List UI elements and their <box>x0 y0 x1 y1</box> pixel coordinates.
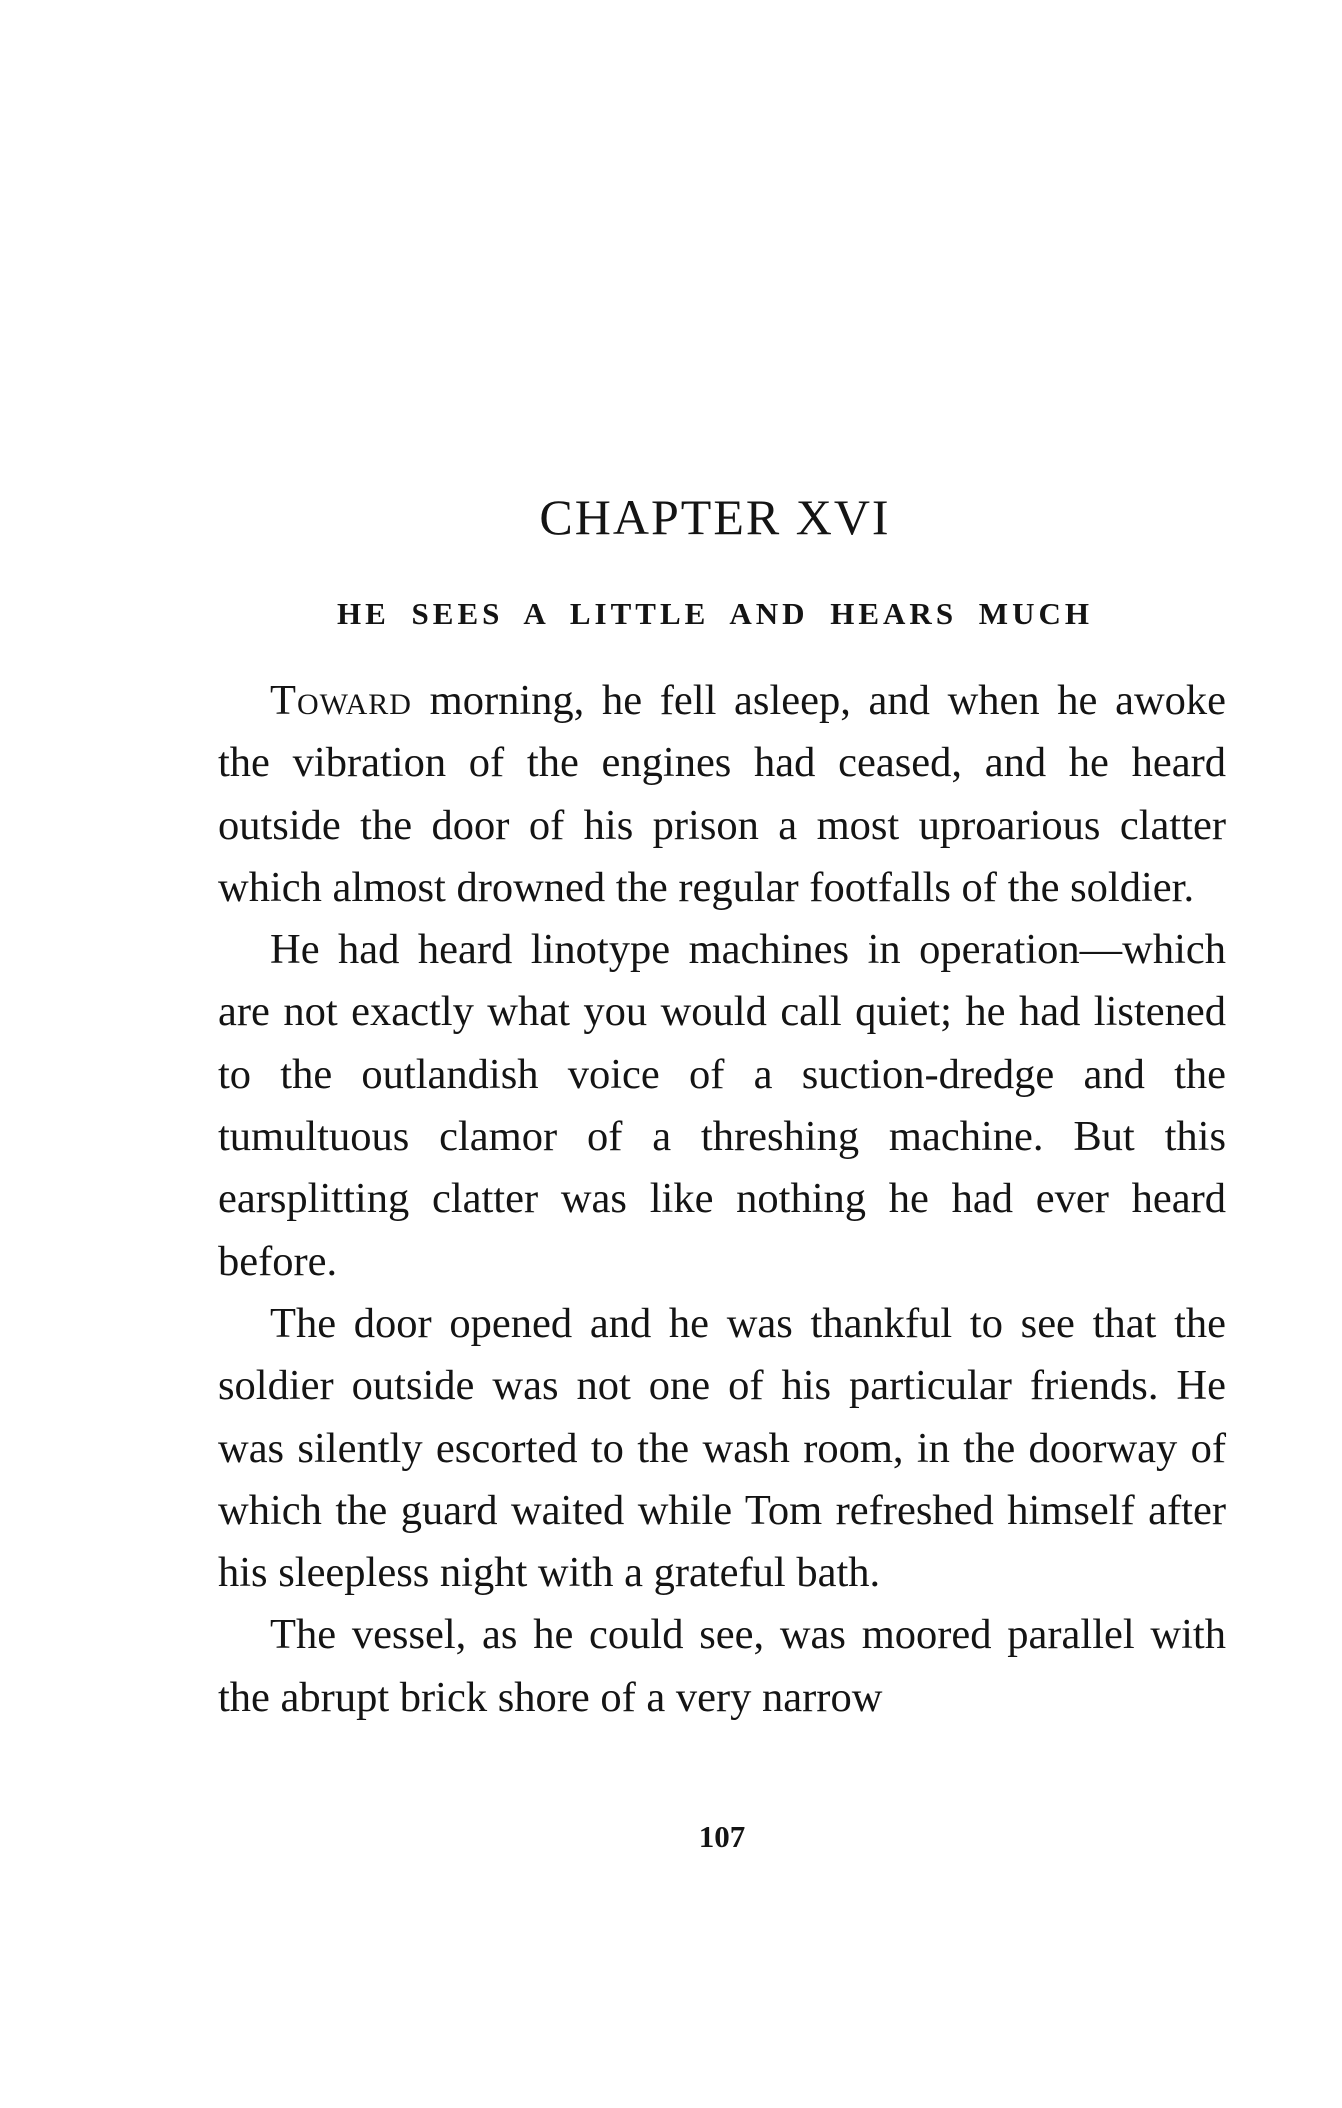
page-number: 107 <box>698 1819 746 1854</box>
paragraph-text: The vessel, as he could see, was moored parallel with the abrupt brick shore of a very narrow <box>218 1611 1226 1721</box>
chapter-body <box>218 670 1226 1729</box>
chapter-subtitle: HE SEES A LITTLE AND HEARS MUCH <box>337 596 1093 631</box>
paragraph-3 <box>218 1293 1226 1604</box>
chapter-title: CHAPTER XVI <box>539 489 891 545</box>
paragraph-text: morning, he fell asleep, and when he awoke the vibration of the engines had ceased, and he heard outside the door of his prison a most uproarious clatter which almost drowned the regular footfalls of the soldier. <box>218 677 1226 911</box>
paragraph-text: He had heard linotype machines in operation—which are not exactly what you would call quiet; he had listened to the outlandish voice of a suction-dredge and the tumultuous clamor of a threshing machine. But this earsplitting clatter was like nothing he had ever heard before. <box>218 926 1226 1285</box>
paragraph-1 <box>218 670 1226 919</box>
paragraph-text: The door opened and he was thankful to see that the soldier outside was not one of his particular friends. He was silently escorted to the wash room, in the doorway of which the guard waited while Tom refreshed himself after his sleepless night with a grateful bath. <box>218 1299 1226 1597</box>
paragraph-4 <box>218 1604 1226 1729</box>
paragraph-2 <box>218 919 1226 1293</box>
paragraph-lead-word: Toward <box>270 677 412 724</box>
